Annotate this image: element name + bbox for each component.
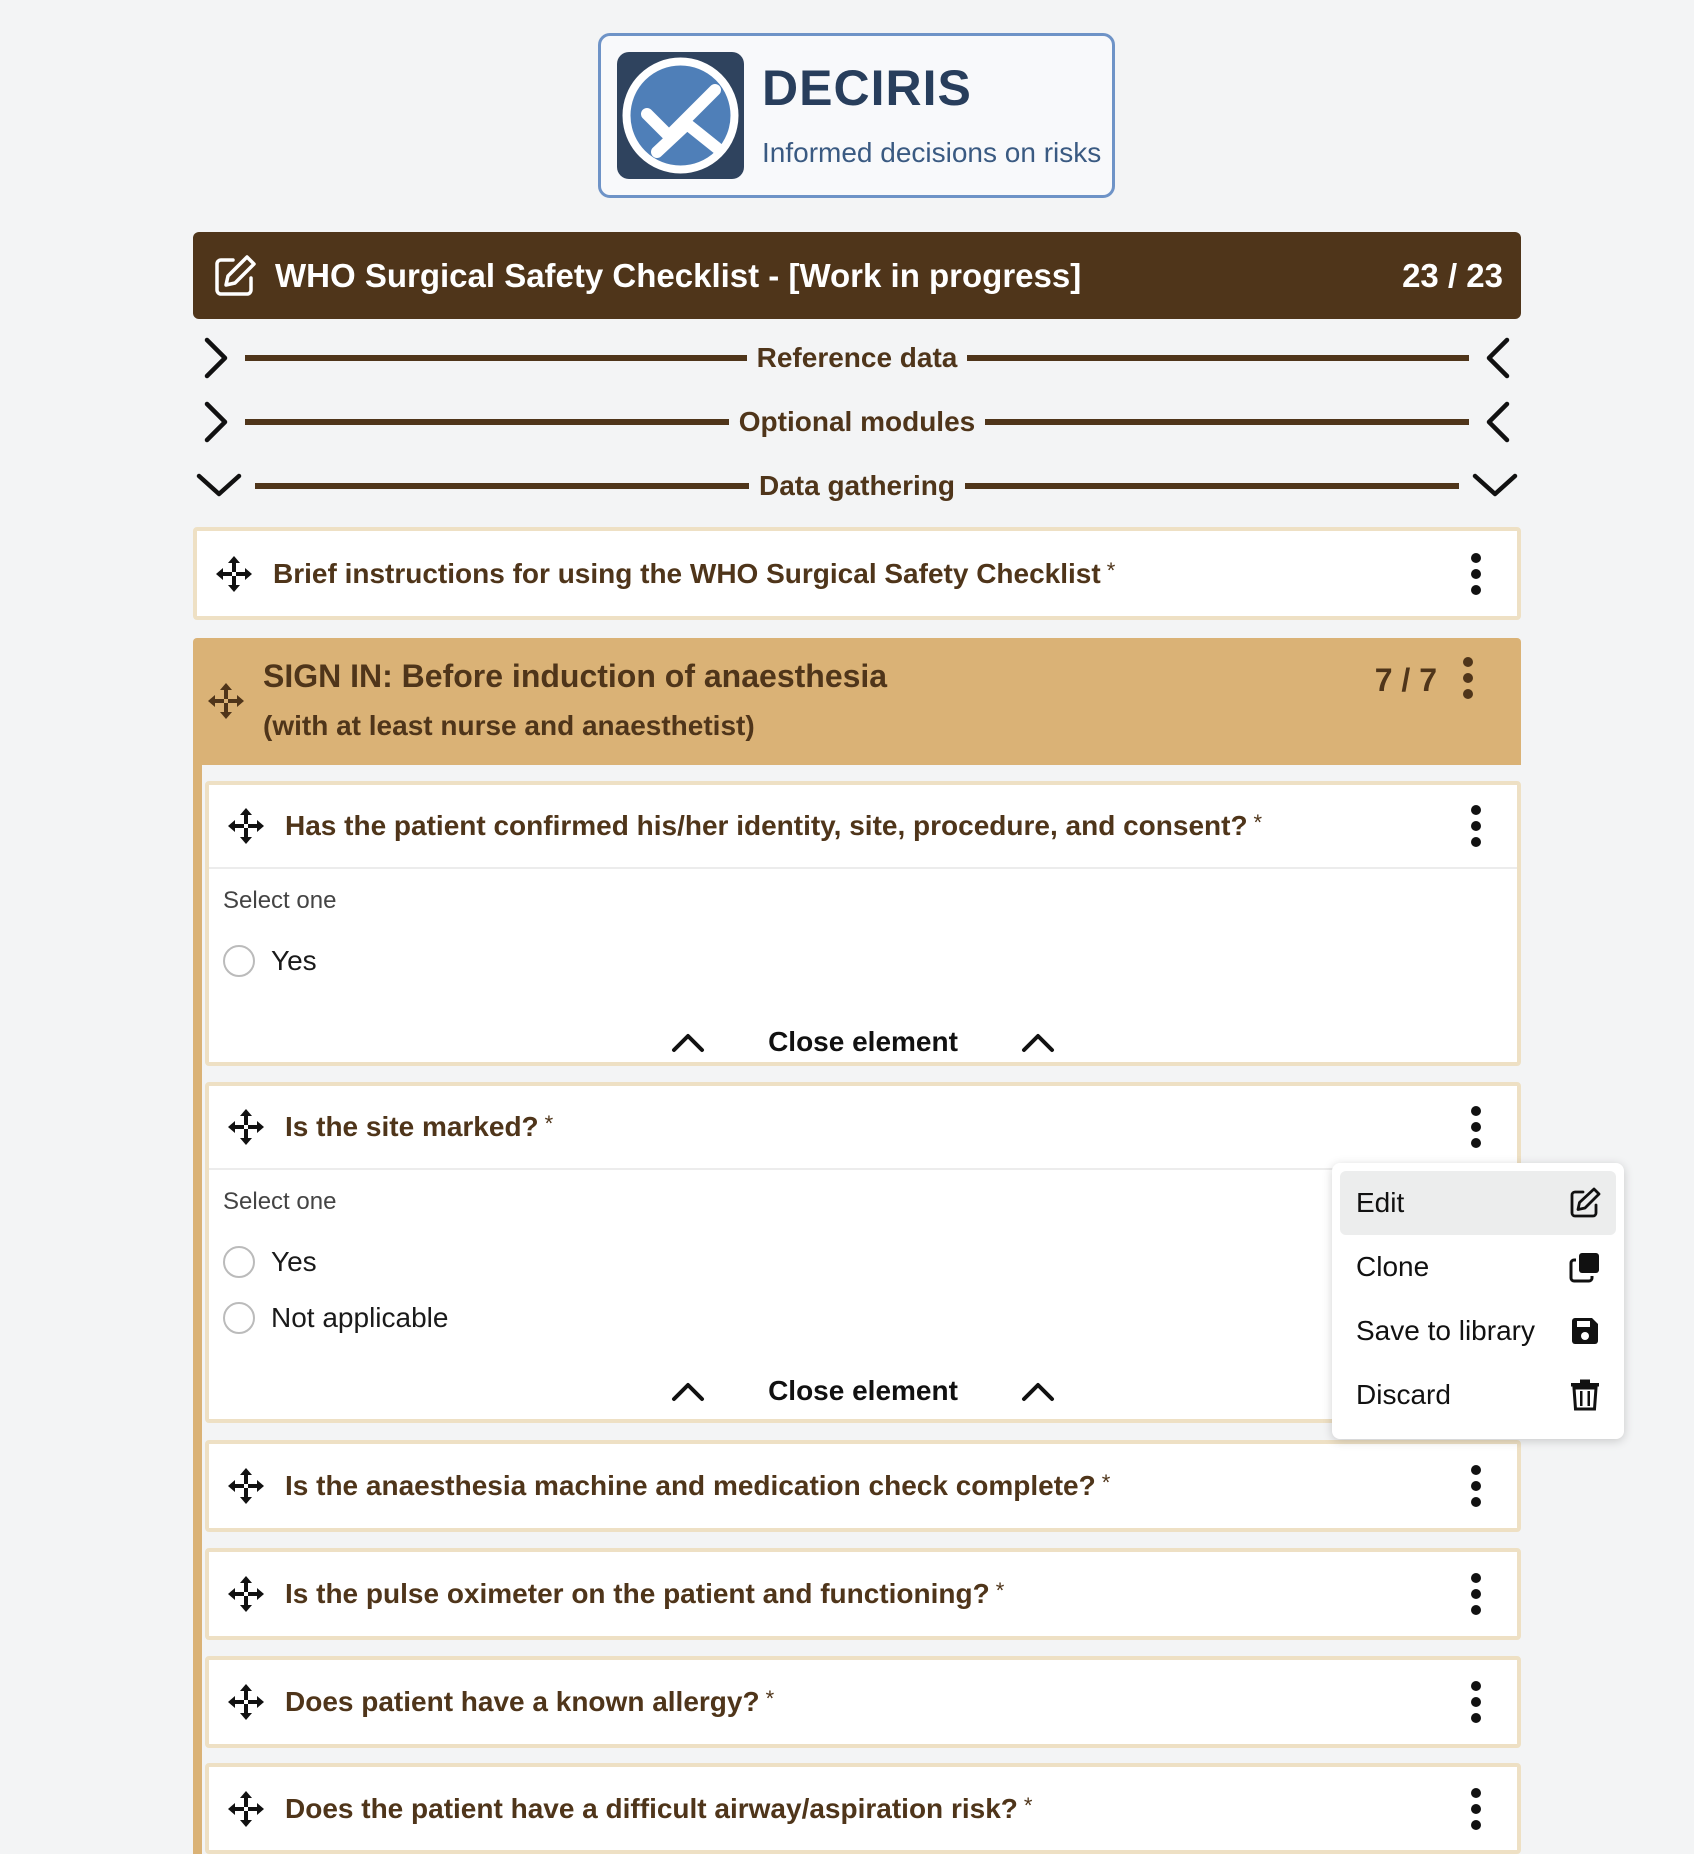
- menu-item-label: Edit: [1356, 1187, 1405, 1218]
- radio-button[interactable]: [223, 945, 255, 977]
- question-title: Is the pulse oximeter on the patient and functioning? *: [285, 1578, 1005, 1609]
- radio-option[interactable]: [223, 933, 1503, 989]
- radio-button[interactable]: [223, 1302, 255, 1334]
- chevron-up-icon[interactable]: [1018, 1022, 1058, 1062]
- menu-item-edit[interactable]: [1340, 1171, 1616, 1235]
- question-title: Is the anaesthesia machine and medication check complete? *: [285, 1470, 1111, 1501]
- more-options-icon[interactable]: [1469, 1572, 1483, 1616]
- divider-line: [245, 419, 729, 425]
- group-sign-in-header[interactable]: [193, 638, 1521, 765]
- edit-icon: [1568, 1186, 1602, 1220]
- question-title: Does patient have a known allergy? *: [285, 1686, 775, 1717]
- move-icon[interactable]: [227, 1467, 265, 1505]
- more-options-icon[interactable]: [1469, 804, 1483, 848]
- brand-logo-card: [598, 33, 1115, 198]
- section-optional-modules[interactable]: [193, 392, 1521, 452]
- close-element-row[interactable]: [223, 1350, 1503, 1432]
- menu-item-clone[interactable]: [1340, 1235, 1616, 1299]
- close-element-button[interactable]: Close element: [768, 1026, 958, 1057]
- move-icon[interactable]: [215, 555, 253, 593]
- question-card[interactable]: [205, 781, 1521, 1066]
- element-context-menu: [1332, 1163, 1624, 1439]
- group-subtitle: (with at least nurse and anaesthetist): [263, 710, 755, 741]
- group-title: SIGN IN: Before induction of anaesthesia: [263, 658, 888, 694]
- divider-line: [985, 419, 1469, 425]
- more-options-icon[interactable]: [1461, 656, 1475, 700]
- question-title: Does the patient have a difficult airway/aspiration risk? *: [285, 1793, 1033, 1824]
- required-mark: *: [1106, 557, 1116, 583]
- divider-line: [255, 483, 749, 489]
- chevron-right-icon[interactable]: [193, 396, 245, 448]
- chevron-up-icon[interactable]: [1018, 1371, 1058, 1411]
- chevron-up-icon[interactable]: [668, 1022, 708, 1062]
- group-progress-count: 7 / 7: [1374, 662, 1437, 698]
- close-element-row[interactable]: [223, 1001, 1503, 1083]
- question-title: Has the patient confirmed his/her identity, site, procedure, and consent? *: [285, 810, 1263, 841]
- chevron-down-icon[interactable]: [1469, 460, 1521, 512]
- radio-label[interactable]: Not applicable: [271, 1302, 449, 1333]
- more-options-icon[interactable]: [1469, 1105, 1483, 1149]
- radio-label[interactable]: Yes: [271, 945, 317, 976]
- question-card[interactable]: [205, 1440, 1521, 1532]
- section-data-gathering[interactable]: [193, 456, 1521, 516]
- divider-line: [967, 355, 1469, 361]
- move-icon[interactable]: [227, 1575, 265, 1613]
- more-options-icon[interactable]: [1469, 1680, 1483, 1724]
- menu-item-label: Discard: [1356, 1379, 1451, 1410]
- section-label[interactable]: Data gathering: [758, 470, 956, 501]
- question-card[interactable]: [205, 1082, 1521, 1423]
- checklist-header: [193, 232, 1521, 319]
- select-hint: Select one: [223, 887, 337, 914]
- required-mark: *: [995, 1578, 1005, 1603]
- more-options-icon[interactable]: [1469, 1464, 1483, 1508]
- question-card[interactable]: [205, 1548, 1521, 1640]
- radio-label[interactable]: Yes: [271, 1246, 317, 1277]
- select-hint: Select one: [223, 1188, 337, 1215]
- move-icon[interactable]: [227, 1108, 265, 1146]
- card-title: Brief instructions for using the WHO Surgical Safety Checklist *: [273, 557, 1116, 589]
- instructions-card[interactable]: [193, 527, 1521, 620]
- section-reference-data[interactable]: [193, 328, 1521, 388]
- checklist-title: WHO Surgical Safety Checklist - [Work in progress]: [275, 256, 1082, 294]
- menu-item-label: Clone: [1356, 1251, 1430, 1282]
- move-icon[interactable]: [227, 1790, 265, 1828]
- required-mark: *: [1253, 810, 1263, 835]
- radio-option[interactable]: [223, 1290, 1503, 1346]
- edit-icon[interactable]: [211, 252, 259, 300]
- divider-line: [245, 355, 747, 361]
- close-element-button[interactable]: Close element: [768, 1375, 958, 1406]
- chevron-up-icon[interactable]: [668, 1371, 708, 1411]
- section-label[interactable]: Reference data: [756, 342, 958, 373]
- menu-item-save-to-library[interactable]: [1340, 1299, 1616, 1363]
- chevron-right-icon[interactable]: [193, 332, 245, 384]
- divider-line: [965, 483, 1459, 489]
- question-card[interactable]: [205, 1656, 1521, 1748]
- more-options-icon[interactable]: [1469, 1787, 1483, 1831]
- required-mark: *: [765, 1686, 775, 1711]
- required-mark: *: [1023, 1793, 1033, 1818]
- save-icon: [1568, 1314, 1602, 1348]
- move-icon[interactable]: [207, 682, 245, 720]
- section-label[interactable]: Optional modules: [738, 406, 976, 437]
- required-mark: *: [1101, 1470, 1111, 1495]
- menu-item-label: Save to library: [1356, 1315, 1535, 1346]
- radio-button[interactable]: [223, 1246, 255, 1278]
- move-icon[interactable]: [227, 1683, 265, 1721]
- clone-icon: [1568, 1250, 1602, 1284]
- brand-tagline: Informed decisions on risks: [762, 136, 1102, 168]
- required-mark: *: [544, 1111, 554, 1136]
- group-rail: [193, 765, 202, 1854]
- brand-name: DECIRIS: [762, 59, 972, 116]
- question-card[interactable]: [205, 1763, 1521, 1854]
- deciris-logo-icon: [617, 52, 744, 179]
- radio-option[interactable]: [223, 1234, 1503, 1290]
- trash-icon: [1568, 1378, 1602, 1412]
- chevron-down-icon[interactable]: [193, 460, 245, 512]
- more-options-icon[interactable]: [1469, 552, 1483, 596]
- move-icon[interactable]: [227, 807, 265, 845]
- question-title: Is the site marked? *: [285, 1111, 554, 1142]
- menu-item-discard[interactable]: [1340, 1363, 1616, 1427]
- checklist-progress-count: 23 / 23: [1402, 256, 1503, 294]
- chevron-left-icon[interactable]: [1469, 332, 1521, 384]
- chevron-left-icon[interactable]: [1469, 396, 1521, 448]
